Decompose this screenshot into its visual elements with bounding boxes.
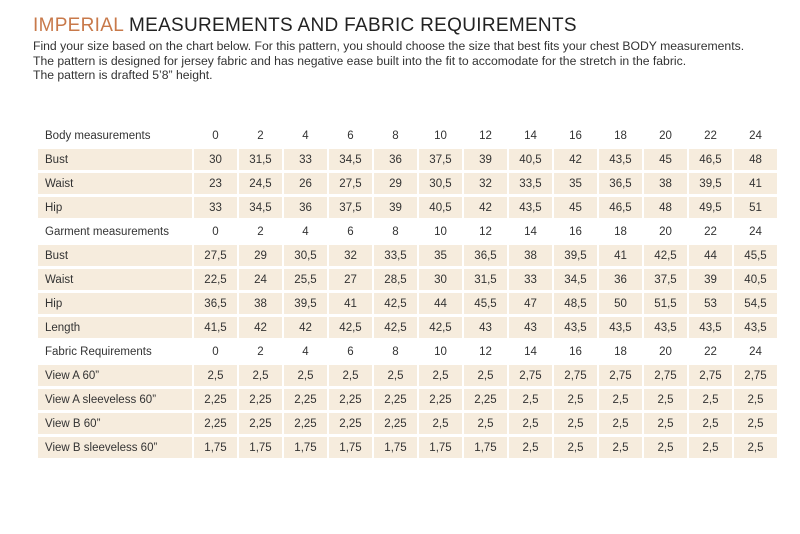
measurement-cell: 34,5: [329, 149, 372, 170]
measurement-cell: 35: [419, 245, 462, 266]
size-header-cell: 14: [524, 129, 537, 142]
size-header-cell: 2: [257, 225, 264, 238]
measurement-cell: 2,5: [509, 413, 552, 434]
measurement-cell: 2,5: [599, 389, 642, 410]
measurement-cell: 2,5: [464, 413, 507, 434]
measurement-cell: 33: [194, 197, 237, 218]
table-row: [38, 269, 777, 290]
size-header-cell: 24: [749, 345, 762, 358]
row-label: Hip: [38, 197, 192, 218]
measurement-cell: 2,5: [374, 365, 417, 386]
measurement-cell: 2,5: [734, 413, 777, 434]
table-row: [38, 197, 777, 218]
page-title: [33, 15, 577, 37]
row-label: Hip: [38, 293, 192, 314]
row-label: View A sleeveless 60”: [38, 389, 192, 410]
measurement-cell: 39,5: [689, 173, 732, 194]
measurement-cell: 37,5: [644, 269, 687, 290]
measurement-cell: 2,5: [554, 413, 597, 434]
measurement-cell: 34,5: [239, 197, 282, 218]
section-header-label: Garment measurements: [45, 225, 169, 238]
measurement-cell: 2,25: [464, 389, 507, 410]
measurement-cell: 2,5: [734, 437, 777, 458]
size-header-cell: 16: [569, 345, 582, 358]
measurement-cell: 2,5: [734, 389, 777, 410]
size-header-cell: 18: [614, 225, 627, 238]
size-header-cell: 6: [347, 129, 354, 142]
measurement-cell: 2,5: [284, 365, 327, 386]
measurement-cell: 41: [599, 245, 642, 266]
measurement-cell: 25,5: [284, 269, 327, 290]
measurement-cell: 2,25: [329, 413, 372, 434]
measurement-cell: 2,5: [464, 365, 507, 386]
measurement-cell: 1,75: [239, 437, 282, 458]
title-accent: IMPERIAL: [33, 15, 124, 36]
measurement-cell: 2,25: [374, 389, 417, 410]
row-label: Waist: [38, 269, 192, 290]
measurement-cell: 2,5: [599, 413, 642, 434]
measurement-cell: 48: [734, 149, 777, 170]
measurement-cell: 2,25: [284, 413, 327, 434]
measurement-cell: 2,75: [509, 365, 552, 386]
measurement-cell: 2,5: [239, 365, 282, 386]
measurement-cell: 2,75: [644, 365, 687, 386]
measurement-cell: 41,5: [194, 317, 237, 338]
size-header-cell: 24: [749, 225, 762, 238]
table-row: [38, 149, 777, 170]
section-header-row: [38, 341, 777, 362]
measurement-cell: 24,5: [239, 173, 282, 194]
measurement-cell: 40,5: [509, 149, 552, 170]
row-label: Bust: [38, 149, 192, 170]
table-row: [38, 365, 777, 386]
size-header-cell: 12: [479, 225, 492, 238]
measurement-cell: 2,5: [599, 437, 642, 458]
table-row: [38, 317, 777, 338]
size-header-cell: 10: [434, 129, 447, 142]
measurement-cell: 32: [329, 245, 372, 266]
size-header-cell: 0: [212, 129, 219, 142]
size-header-cell: 20: [659, 129, 672, 142]
measurement-cell: 30,5: [419, 173, 462, 194]
measurement-cell: 41: [329, 293, 372, 314]
size-header-cell: 2: [257, 129, 264, 142]
size-header-cell: 2: [257, 345, 264, 358]
measurement-cell: 39: [464, 149, 507, 170]
size-header-cell: 14: [524, 345, 537, 358]
measurement-cell: 2,5: [644, 389, 687, 410]
size-header-cell: 8: [392, 225, 399, 238]
measurement-cell: 28,5: [374, 269, 417, 290]
measurement-cell: 2,5: [644, 413, 687, 434]
intro-line: The pattern is drafted 5’8” height.: [33, 68, 213, 82]
row-label: View B 60”: [38, 413, 192, 434]
measurement-cell: 51,5: [644, 293, 687, 314]
measurement-cell: 2,5: [689, 389, 732, 410]
measurement-cell: 46,5: [599, 197, 642, 218]
measurement-cell: 48: [644, 197, 687, 218]
measurement-cell: 2,25: [239, 413, 282, 434]
measurement-cell: 43: [509, 317, 552, 338]
size-header-cell: 22: [704, 129, 717, 142]
measurement-cell: 36: [374, 149, 417, 170]
measurement-cell: 38: [239, 293, 282, 314]
size-header-cell: 14: [524, 225, 537, 238]
measurement-cell: 37,5: [419, 149, 462, 170]
measurement-cell: 34,5: [554, 269, 597, 290]
measurement-cell: 30: [194, 149, 237, 170]
measurement-cell: 2,5: [689, 413, 732, 434]
measurement-cell: 2,5: [194, 365, 237, 386]
size-header-cell: 6: [347, 225, 354, 238]
measurement-cell: 42,5: [374, 317, 417, 338]
measurement-cell: 1,75: [284, 437, 327, 458]
measurement-cell: 27,5: [194, 245, 237, 266]
measurement-cell: 54,5: [734, 293, 777, 314]
row-label: View A 60”: [38, 365, 192, 386]
intro-line: Find your size based on the chart below. For this pattern, you should choose the size that best fits your chest BODY measurements.: [33, 39, 745, 53]
size-header-cell: 12: [479, 345, 492, 358]
measurement-cell: 43,5: [554, 317, 597, 338]
measurement-cell: 44: [689, 245, 732, 266]
measurement-cell: 29: [239, 245, 282, 266]
intro-line: The pattern is designed for jersey fabric and has negative ease built into the fit to accomodate for the stretch in the fabric.: [33, 53, 687, 68]
row-label: Bust: [38, 245, 192, 266]
measurement-cell: 2,5: [419, 413, 462, 434]
size-header-cell: 10: [434, 225, 447, 238]
measurement-cell: 2,75: [599, 365, 642, 386]
measurement-cell: 41: [734, 173, 777, 194]
measurement-cell: 39: [374, 197, 417, 218]
measurement-cell: 33,5: [509, 173, 552, 194]
measurement-cell: 30,5: [284, 245, 327, 266]
measurement-cell: 1,75: [464, 437, 507, 458]
measurement-cell: 33,5: [374, 245, 417, 266]
measurement-cell: 44: [419, 293, 462, 314]
measurement-cell: 27,5: [329, 173, 372, 194]
measurement-cell: 42: [464, 197, 507, 218]
size-header-cell: 4: [302, 225, 309, 238]
size-header-cell: 16: [569, 129, 582, 142]
size-header-cell: 22: [704, 345, 717, 358]
measurement-cell: 32: [464, 173, 507, 194]
measurement-cell: 50: [599, 293, 642, 314]
measurement-cell: 1,75: [419, 437, 462, 458]
measurement-cell: 39: [689, 269, 732, 290]
size-header-cell: 20: [659, 345, 672, 358]
size-header-cell: 12: [479, 129, 492, 142]
measurement-cell: 36: [599, 269, 642, 290]
measurement-cell: 2,25: [239, 389, 282, 410]
measurement-cell: 2,25: [284, 389, 327, 410]
table-row: [38, 245, 777, 266]
measurement-cell: 2,5: [554, 389, 597, 410]
measurement-cell: 1,75: [329, 437, 372, 458]
intro-text: [33, 39, 744, 83]
measurement-cell: 22,5: [194, 269, 237, 290]
size-header-cell: 20: [659, 225, 672, 238]
size-header-cell: 8: [392, 129, 399, 142]
measurement-cell: 2,5: [644, 437, 687, 458]
table-row: [38, 293, 777, 314]
size-header-cell: 4: [302, 345, 309, 358]
measurement-cell: 2,75: [734, 365, 777, 386]
measurement-cell: 2,25: [374, 413, 417, 434]
measurement-cell: 43,5: [509, 197, 552, 218]
measurement-cell: 42,5: [644, 245, 687, 266]
table-row: [38, 173, 777, 194]
measurement-cell: 42,5: [329, 317, 372, 338]
measurement-cell: 36,5: [194, 293, 237, 314]
measurement-cell: 31,5: [239, 149, 282, 170]
measurement-cell: 45: [644, 149, 687, 170]
measurement-cell: 29: [374, 173, 417, 194]
measurement-cell: 42,5: [374, 293, 417, 314]
measurement-cell: 26: [284, 173, 327, 194]
table-row: [38, 389, 777, 410]
measurement-cell: 49,5: [689, 197, 732, 218]
measurement-cell: 2,25: [194, 389, 237, 410]
measurement-cell: 33: [509, 269, 552, 290]
measurement-cell: 27: [329, 269, 372, 290]
measurement-cell: 38: [509, 245, 552, 266]
measurement-cell: 33: [284, 149, 327, 170]
size-header-cell: 8: [392, 345, 399, 358]
size-chart-table: [36, 122, 779, 461]
measurement-cell: 42: [284, 317, 327, 338]
measurement-cell: 42,5: [419, 317, 462, 338]
measurement-cell: 43,5: [734, 317, 777, 338]
table-row: [38, 437, 777, 458]
measurement-cell: 2,5: [329, 365, 372, 386]
measurement-cell: 40,5: [419, 197, 462, 218]
section-header-label: Fabric Requirements: [45, 345, 152, 358]
measurement-cell: 2,75: [554, 365, 597, 386]
measurement-cell: 2,5: [509, 389, 552, 410]
size-header-cell: 0: [212, 225, 219, 238]
measurement-cell: 43,5: [689, 317, 732, 338]
measurement-cell: 36,5: [599, 173, 642, 194]
measurement-cell: 2,75: [689, 365, 732, 386]
size-header-cell: 10: [434, 345, 447, 358]
measurement-cell: 2,5: [509, 437, 552, 458]
measurement-cell: 45: [554, 197, 597, 218]
measurement-cell: 42: [239, 317, 282, 338]
measurement-cell: 36: [284, 197, 327, 218]
measurement-cell: 2,5: [554, 437, 597, 458]
measurement-cell: 40,5: [734, 269, 777, 290]
measurement-cell: 51: [734, 197, 777, 218]
size-header-cell: 6: [347, 345, 354, 358]
measurement-cell: 23: [194, 173, 237, 194]
measurement-cell: 43: [464, 317, 507, 338]
size-header-cell: 22: [704, 225, 717, 238]
size-header-cell: 16: [569, 225, 582, 238]
row-label: Length: [38, 317, 192, 338]
row-label: View B sleeveless 60”: [38, 437, 192, 458]
measurement-cell: 24: [239, 269, 282, 290]
size-header-cell: 4: [302, 129, 309, 142]
title-rest: MEASUREMENTS AND FABRIC REQUIREMENTS: [123, 15, 577, 36]
measurement-cell: 31,5: [464, 269, 507, 290]
size-header-cell: 24: [749, 129, 762, 142]
table-row: [38, 413, 777, 434]
measurement-cell: 47: [509, 293, 552, 314]
measurement-cell: 39,5: [554, 245, 597, 266]
section-header-label: Body measurements: [45, 129, 151, 142]
section-header-row: [38, 221, 777, 242]
measurement-cell: 43,5: [644, 317, 687, 338]
measurement-cell: 1,75: [194, 437, 237, 458]
measurement-cell: 38: [644, 173, 687, 194]
measurement-cell: 30: [419, 269, 462, 290]
measurement-cell: 36,5: [464, 245, 507, 266]
measurement-cell: 45,5: [734, 245, 777, 266]
measurement-cell: 2,5: [689, 437, 732, 458]
measurement-cell: 2,25: [419, 389, 462, 410]
measurement-cell: 42: [554, 149, 597, 170]
measurement-cell: 39,5: [284, 293, 327, 314]
measurement-cell: 2,25: [329, 389, 372, 410]
size-header-cell: 0: [212, 345, 219, 358]
measurement-cell: 53: [689, 293, 732, 314]
measurement-cell: 1,75: [374, 437, 417, 458]
measurement-cell: 37,5: [329, 197, 372, 218]
measurement-cell: 48,5: [554, 293, 597, 314]
size-header-cell: 18: [614, 345, 627, 358]
measurement-cell: 43,5: [599, 149, 642, 170]
measurement-cell: 46,5: [689, 149, 732, 170]
measurement-cell: 35: [554, 173, 597, 194]
measurement-cell: 45,5: [464, 293, 507, 314]
row-label: Waist: [38, 173, 192, 194]
section-header-row: [38, 125, 777, 146]
size-header-cell: 18: [614, 129, 627, 142]
measurement-cell: 43,5: [599, 317, 642, 338]
measurement-cell: 2,5: [419, 365, 462, 386]
measurement-cell: 2,25: [194, 413, 237, 434]
